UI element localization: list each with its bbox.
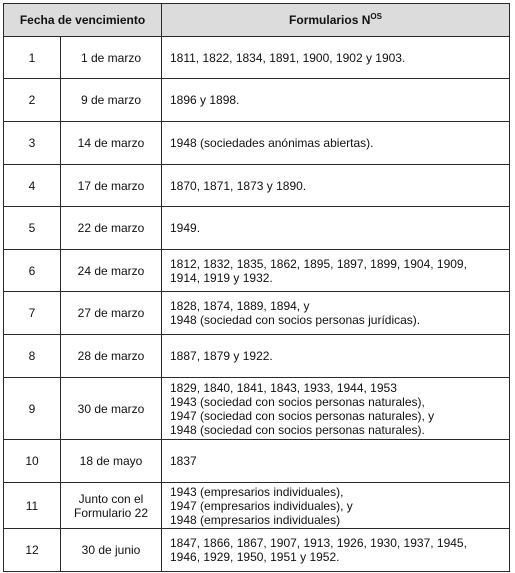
header-forms-superscript: OS [370,12,382,21]
table-row [4,335,510,378]
due-date-cell: 9 de marzo [61,79,162,122]
table-row [4,122,510,165]
due-date-cell: 18 de mayo [61,440,162,483]
forms-line: 1946, 1929, 1950, 1951 y 1952. [170,550,340,564]
forms-cell [162,250,510,292]
row-number: 4 [4,165,61,207]
table-row [4,292,510,335]
forms-cell [162,292,510,335]
forms-cell [162,483,510,529]
forms-line: 1828, 1874, 1889, 1894, y [170,299,310,313]
table-row [4,207,510,250]
row-number: 12 [4,529,61,572]
forms-line: 1948 (sociedad con socios personas naturales). [170,422,425,437]
forms-line: 1914, 1919 y 1932. [170,270,273,285]
header-due-date: Fecha de vencimiento [4,4,162,37]
forms-cell [162,335,510,378]
row-number: 9 [4,378,61,440]
due-dates-table [3,3,510,572]
forms-line: 1837 [170,454,197,468]
due-date-cell: 24 de marzo [61,250,162,292]
table-row [4,250,510,292]
forms-cell [162,207,510,250]
table-row [4,440,510,483]
forms-line: 1811, 1822, 1834, 1891, 1900, 1902 y 1903. [170,50,406,65]
forms-line: 1948 (sociedad con socios personas jurídicas). [170,313,421,327]
forms-line: 1829, 1840, 1841, 1843, 1933, 1944, 1953 [170,380,397,395]
forms-line: 1896 y 1898. [170,93,240,107]
table-body [4,37,510,572]
due-date-cell: 14 de marzo [61,122,162,165]
table-row [4,165,510,207]
table-row [4,37,510,79]
forms-line: 1948 (sociedades anónimas abiertas). [170,136,374,150]
forms-cell [162,165,510,207]
due-date-cell: 17 de marzo [61,165,162,207]
forms-line: 1947 (sociedad con socios personas naturales), y [170,408,435,423]
forms-cell [162,79,510,122]
row-number: 5 [4,207,61,250]
row-number: 10 [4,440,61,483]
forms-line: 1948 (empresarios individuales) [170,512,341,527]
forms-line: 1847, 1866, 1867, 1907, 1913, 1926, 1930, 1937, 1945, [170,536,467,550]
due-date-line: Junto con el [78,491,144,506]
row-number: 3 [4,122,61,165]
table-header [4,4,510,37]
header-forms [162,4,510,37]
due-date-cell [61,483,162,529]
forms-line: 1943 (empresarios individuales), [170,484,344,499]
due-date-cell: 28 de marzo [61,335,162,378]
forms-cell [162,378,510,440]
forms-cell [162,440,510,483]
forms-line: 1870, 1871, 1873 y 1890. [170,178,307,193]
forms-line: 1812, 1832, 1835, 1862, 1895, 1897, 1899, 1904, 1909, [170,256,467,271]
due-date-cell: 1 de marzo [61,37,162,79]
row-number: 8 [4,335,61,378]
forms-cell [162,37,510,79]
forms-cell [162,122,510,165]
row-number: 1 [4,37,61,79]
due-date-line: Formulario 22 [73,505,149,520]
forms-line: 1947 (empresarios individuales), y [170,498,353,513]
forms-cell [162,529,510,572]
header-row [4,4,510,37]
due-date-cell: 30 de marzo [61,378,162,440]
table-row [4,79,510,122]
due-date-cell: 27 de marzo [61,292,162,335]
row-number: 2 [4,79,61,122]
header-forms-label: Formularios N [289,13,371,27]
table-row [4,529,510,572]
forms-line: 1949. [170,221,201,235]
row-number: 11 [4,483,61,529]
table-row [4,483,510,529]
row-number: 6 [4,250,61,292]
table-row [4,378,510,440]
row-number: 7 [4,292,61,335]
due-date-cell: 30 de junio [61,529,162,572]
due-date-cell: 22 de marzo [61,207,162,250]
forms-line: 1943 (sociedad con socios personas naturales), [170,394,425,409]
forms-line: 1887, 1879 y 1922. [170,349,273,363]
